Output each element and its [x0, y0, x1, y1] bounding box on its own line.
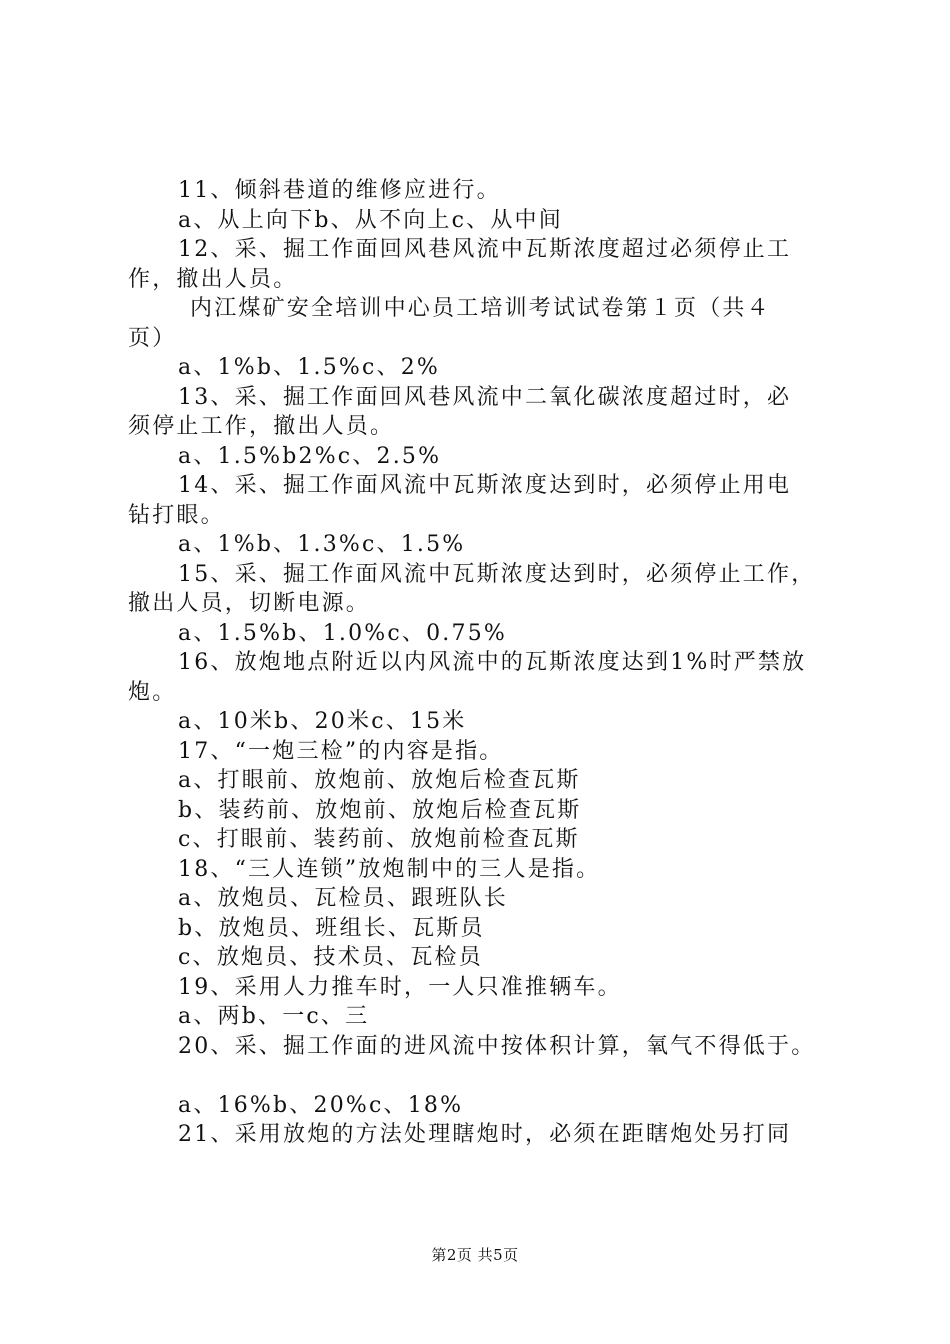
- text-line: 13、采、掘工作面回风巷风流中二氧化碳浓度超过时，必: [178, 384, 792, 410]
- text-line: 14、采、掘工作面风流中瓦斯浓度达到时，必须停止用电: [178, 473, 792, 498]
- text-line: 18、“三人连锁”放炮制中的三人是指。: [178, 856, 601, 882]
- text-line: a、从上向下b、从不向上c、从中间: [178, 207, 563, 233]
- text-line: a、1.5%b2%c、2.5%: [178, 443, 442, 469]
- text-line: 作，撤出人员。: [128, 266, 298, 292]
- text-line: 19、采用人力推车时，一人只准推辆车。: [178, 974, 622, 1000]
- text-line: 须停止工作，撤出人员。: [128, 414, 395, 439]
- text-line: a、1%b、1.5%c、2%: [178, 355, 441, 380]
- text-line: c、放炮员、技术员、瓦检员: [178, 945, 483, 970]
- text-line: 16、放炮地点附近以内风流中的瓦斯浓度达到1%时严禁放: [178, 650, 807, 675]
- text-line: a、放炮员、瓦检员、跟班队长: [178, 886, 508, 911]
- document-body: [128, 176, 838, 1150]
- text-line: a、10米b、20米c、15米: [178, 709, 467, 734]
- text-line: 撤出人员，切断电源。: [128, 591, 371, 616]
- text-line: b、装药前、放炮前、放炮后检查瓦斯: [178, 797, 582, 823]
- text-line: a、打眼前、放炮前、放炮后检查瓦斯: [178, 768, 581, 793]
- text-line: a、16%b、20%c、18%: [178, 1092, 464, 1118]
- text-line: 11、倾斜巷道的维修应进行。: [178, 178, 501, 203]
- text-line: 12、采、掘工作面回风巷风流中瓦斯浓度超过必须停止工: [178, 237, 792, 262]
- text-line: 17、“一炮三检”的内容是指。: [178, 738, 504, 764]
- blank-line: [128, 1061, 838, 1091]
- page-footer: 第2页 共5页: [431, 1246, 519, 1264]
- text-line: 页）: [128, 325, 177, 351]
- text-line: 内江煤矿安全培训中心员工培训考试试卷第１页（共４: [190, 296, 771, 321]
- text-line: c、打眼前、装药前、放炮前检查瓦斯: [178, 827, 580, 852]
- text-line: b、放炮员、班组长、瓦斯员: [178, 915, 485, 941]
- text-line: 钻打眼。: [128, 502, 225, 528]
- text-line: a、两b、一c、三: [178, 1004, 370, 1029]
- text-line: a、1%b、1.3%c、1.5%: [178, 532, 466, 557]
- text-line: 20、采、掘工作面的进风流中按体积计算，氧气不得低于。: [178, 1033, 816, 1059]
- text-line: 炮。: [128, 679, 177, 705]
- text-line: 21、采用放炮的方法处理瞎炮时，必须在距瞎炮处另打同: [178, 1122, 792, 1147]
- text-line: 15、采、掘工作面风流中瓦斯浓度达到时，必须停止工作，: [178, 561, 816, 587]
- text-line: a、1.5%b、1.0%c、0.75%: [178, 620, 507, 646]
